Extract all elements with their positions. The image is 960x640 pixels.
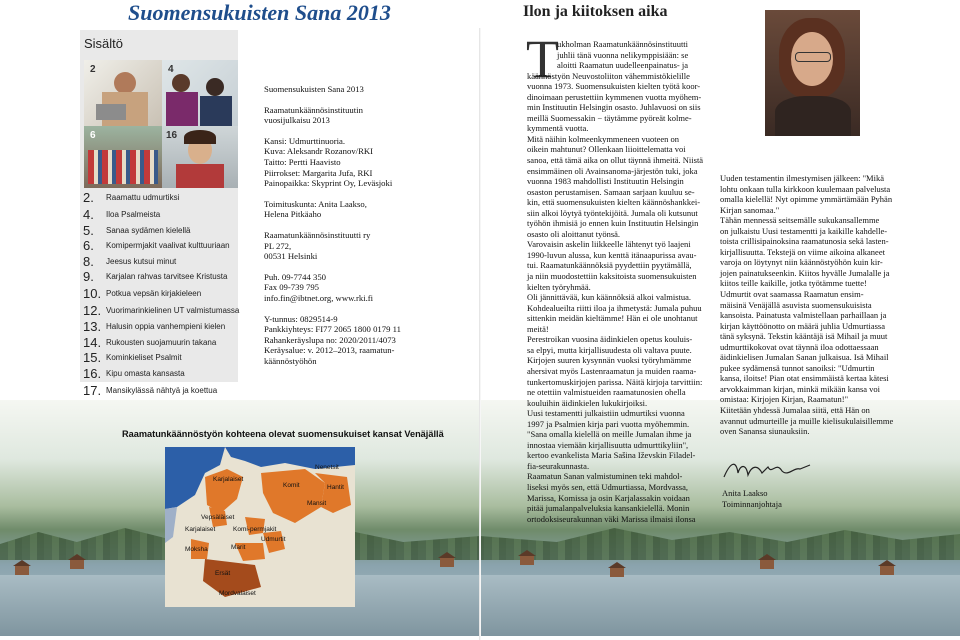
colophon-line: käännöstyöhön — [264, 355, 317, 366]
article-line: pukee sydämensä tunnot sanoiksi: "Udmurtin — [720, 362, 875, 373]
village-house — [15, 566, 29, 575]
article-line: meitä! — [527, 323, 549, 334]
article-column-2 — [720, 173, 906, 437]
article-line: innostaa viemään kirjallisuutta udmurttikyliin", — [527, 439, 689, 450]
map-caption: Raamatunkäännöstyön kohteena olevat suomensukuiset kansat Venäjällä — [122, 429, 444, 439]
toc-page: 16. — [83, 366, 102, 381]
article-line: arvokkaimman kirjan, minkä mikään kansa voi — [720, 383, 881, 394]
article-title: Ilon ja kiitoksen aika — [523, 3, 668, 20]
toc-page: 5. — [83, 223, 94, 238]
page-number: 16 — [166, 130, 178, 141]
colophon-line: Y-tunnus: 0829514-9 — [264, 313, 338, 324]
article-line: ahersivat myös Lastenraamatun ja muiden raama- — [527, 365, 697, 376]
article-line: omalla kielellä! Nyt opimme ymmärtämään Pyhän — [720, 194, 893, 205]
toc-item[interactable] — [83, 190, 243, 206]
toc-page: 17. — [83, 383, 102, 398]
author-portrait — [765, 10, 860, 136]
colophon — [264, 84, 454, 376]
article-line: tunkertomuskirjojen parissa. Näitä kirjoja tarvittiin: — [527, 376, 703, 387]
toc-page: 6. — [83, 238, 94, 253]
article-line: avannut udmurteille ja muille kielisukulaisillemme — [720, 415, 894, 426]
map-label: Komit — [283, 482, 300, 489]
toc-page: 2. — [83, 190, 94, 205]
article-line: vuonna 1983 mahdollisti Instituutin Helsingin — [527, 176, 684, 187]
colophon-line: Piirrokset: Margarita Jufa, RKI — [264, 167, 373, 178]
contents-heading: Sisältö — [84, 36, 124, 51]
toc-title: Karjalan rahvas tarvitsee Kristusta — [106, 272, 228, 281]
colophon-line: Raamatunkäännösinstituutin — [264, 104, 363, 115]
colophon-line: Fax 09-739 795 — [264, 282, 320, 293]
article-line: osasto oli aloittanut työnsä. — [527, 228, 621, 239]
map-label: Karjalaiset — [213, 476, 244, 483]
colophon-line: Toimituskunta: Anita Laakso, — [264, 198, 367, 209]
page-number: 4 — [168, 64, 174, 75]
toc-title: Jeesus kutsui minut — [106, 257, 177, 266]
article-line: kansa, iloitse! Pian otat ensimmäistä kertaa kätesi — [720, 373, 889, 384]
village-house — [610, 568, 624, 577]
map-label: Vepsäläiset — [201, 514, 235, 521]
toc-item[interactable] — [83, 366, 243, 382]
toc-page: 15. — [83, 350, 102, 365]
article-line: Uusi testamentti julkaistiin udmurtiksi vuonna — [527, 408, 685, 419]
article-line: kirjallisuutta. Tekstejä on viime aikoina alkaneet — [720, 246, 885, 257]
colophon-line: Helena Pitkäaho — [264, 209, 322, 220]
article-line: dinoimaan perustettiin kymmenen vuotta myöhem- — [527, 91, 702, 102]
article-line: udmurttikokovat ovat täynnä iloa odottaessaan — [720, 341, 879, 352]
colophon-line: Keräysalue: v. 2012–2013, raamatun- — [264, 345, 395, 356]
article-line: kymmentä vuotta. — [527, 123, 589, 134]
toc-title: Sanaa sydämen kielellä — [106, 226, 191, 235]
colophon-publisher — [264, 105, 454, 126]
toc-page: 14. — [83, 335, 102, 350]
article-line: kertoo evankelista Maria Sašina Iževskin Filadel- — [527, 450, 696, 461]
toc-title: Komipermjakit vaalivat kulttuuriaan — [106, 241, 230, 250]
article-line: kouluihin äidinkielen lukukirjoiksi. — [527, 397, 648, 408]
toc-page: 9. — [83, 269, 94, 284]
toc-item[interactable] — [83, 207, 243, 223]
article-line: juhlii tänä vuonna nelikymppisiään: se — [557, 49, 689, 60]
article-line: kielten työryhmää. — [527, 281, 591, 292]
village-house — [520, 556, 534, 565]
article-line: Kirjan sanomaa." — [720, 204, 780, 215]
article-line: omistaa: Kirjojen Kirjan, Raamatun!" — [720, 394, 849, 405]
article-line: ukholman Raamatunkäännösinstituutti — [557, 39, 689, 49]
map-label: Marit — [231, 544, 246, 551]
toc-title: Iloa Psalmeista — [106, 210, 161, 219]
article-line: oikein mahtunut? Ollenkaan liioittelematta voi — [527, 144, 686, 155]
article-line: äidinkielisen Jumalan Sanan julkaisua. Isä Mihail — [720, 352, 889, 363]
article-line: Udmurtit ovat saamassa Raamatun ensim- — [720, 289, 864, 300]
article-line: ensimmäinen oli Avainsanoma-järjestön tuki, joka — [527, 165, 698, 176]
article-line: Varovaisin askelin liikkeelle lähtenyt työ laajeni — [527, 239, 691, 250]
drop-cap: T — [526, 29, 559, 89]
article-line: Mitä näihin kolmeenkymmeneen vuoteen on — [527, 133, 680, 144]
article-line: Oli jännittävää, kun käännöksiä alkoi valmistua. — [527, 292, 692, 303]
article-line: tänä syksynä. Tekstin kääntäjä isä Mihail ja muut — [720, 331, 888, 342]
article-line: Raamatun Sanan valmistuminen teki mahdol- — [527, 471, 683, 482]
colophon-line: Pankkiyhteys: FI77 2065 1800 0179 11 — [264, 324, 401, 335]
toc-title: Vuorimarinkielinen UT valmistumassa — [106, 306, 240, 315]
toc-page: 13. — [83, 319, 102, 334]
toc-title: Halusin oppia vanhempieni kielen — [106, 322, 226, 331]
colophon-editors — [264, 199, 454, 220]
signature-block — [722, 488, 782, 509]
article-line: käännöstyön Neuvostoliiton vähemmistökielille — [527, 70, 690, 81]
colophon-line: 00531 Helsinki — [264, 251, 318, 262]
handwritten-signature — [722, 455, 812, 485]
toc-item[interactable] — [83, 269, 243, 285]
toc-page: 8. — [83, 254, 94, 269]
article-line: mäisinä Venäjällä asuvista suomensukuisista — [720, 299, 872, 310]
village-house — [440, 558, 454, 567]
author-name: Anita Laakso — [722, 488, 768, 498]
article-line: sanoa, että tämä aika on ollut täynnä ihmeitä. Niistä — [527, 155, 704, 166]
colophon-line: Puh. 09-7744 350 — [264, 271, 327, 282]
colophon-line: Kuva: Aleksandr Rozanov/RKI — [264, 146, 374, 157]
article-line: "Sana omalla kielellä on meille Jumalan ihme ja — [527, 429, 692, 440]
photo-komi-choir — [84, 126, 162, 188]
article-line: siin alkoi löytyä työntekijöitä. Jumala oli kutsunut — [527, 207, 698, 218]
colophon-address — [264, 230, 454, 262]
article-line: osaston perustamisen. Samaan sarjaan kuuluu se- — [527, 186, 695, 197]
map-label: Nenetsit — [315, 464, 339, 471]
article-line: ortodoksiseurakunnan väki Marissa ilmaisi ilonsa — [527, 513, 696, 524]
toc-title: Kipu omasta kansasta — [106, 369, 185, 378]
map-label: Ersät — [215, 570, 231, 577]
photo-woman-portrait — [162, 126, 238, 188]
map-finno-ugric-peoples — [165, 447, 355, 607]
article-line: Uuden testamentin ilmestymisen jälkeen: "Mikä — [720, 173, 884, 183]
toc-title: Rukousten suojamuurin takana — [106, 338, 217, 347]
page-gutter — [479, 28, 481, 640]
article-line: jojen painatukseenkin. Kiitos hyvälle Jumalalle ja — [720, 267, 890, 278]
article-line: sittenkin meidän kieltämme! Hän ei ole unohtanut — [527, 313, 698, 324]
article-line: meillä Suomessakin − täytämme pyöreät kolme- — [527, 112, 692, 123]
article-line: pitää jumalanpalveluksia kansankielellä. Monin — [527, 503, 690, 514]
colophon-line: vuosijulkaisu 2013 — [264, 115, 330, 126]
article-line: tui. Raamatunkäännöksiä pyydettiin pyytämällä, — [527, 260, 692, 271]
colophon-credits — [264, 136, 454, 189]
toc-item[interactable] — [83, 383, 243, 399]
map-label: Moksha — [185, 546, 208, 553]
map-label: Udmurtit — [261, 536, 286, 543]
map-label: Hantit — [327, 484, 344, 491]
village-house — [760, 560, 774, 569]
colophon-publication — [264, 84, 454, 95]
article-line: lohtu onkaan tulla kirkkoon kuulemaan palvelusta — [720, 183, 891, 194]
article-line: oven Sanansa siunauksiin. — [720, 426, 810, 437]
colophon-line: Rahankeräyslupa no: 2020/2011/4073 — [264, 334, 396, 345]
article-line: ne otettiin valmistueiden raamatunosien ohella — [527, 387, 686, 398]
left-page-title: Suomensukuisten Sana 2013 — [128, 0, 391, 25]
toc-page: 12. — [83, 303, 102, 318]
article-line: sa elpyi, mutta kirjallisuudesta oli valtava puute. — [527, 344, 692, 355]
article-line: työhön ihmisiä jo ennen kuin Instituutin Helsingin — [527, 218, 699, 229]
article-line: on julkaistu Uusi testamentti ja kaikille kahdelle- — [720, 225, 888, 236]
toc-item[interactable] — [83, 319, 243, 335]
article-line: Perestroikan vuosina äidinkielen opetus kouluis- — [527, 334, 693, 345]
article-line: kin, että suomensukuisten kielten käännöshankkei- — [527, 197, 701, 208]
colophon-line: Kansi: Udmurttinuoria. — [264, 135, 346, 146]
colophon-line: Raamatunkäännösinstituutti ry — [264, 229, 371, 240]
article-line: toista crillisipainoksina raamatunosia sekä lasten- — [720, 236, 889, 247]
article-line: liseksi myös sen, että Udmurtiassa, Mordvassa, — [527, 481, 689, 492]
toc-title: Mansikylässä nähtyä ja koettua — [106, 386, 218, 395]
article-line: kirjan käyttöönotto on määrä juhlia Udmurtiassa — [720, 320, 886, 331]
article-line: ja niin muodostettiin kaksitoista suomensukuisten — [527, 271, 697, 282]
colophon-line: Suomensukuisten Sana 2013 — [264, 84, 364, 94]
article-line: Kohdealueilta riitti iloa ja ihmetystä: Jumala puhuu — [527, 302, 702, 313]
article-line: fia-seurakunnasta. — [527, 460, 590, 471]
article-line: Marissa, Komissa ja osin Karjalassakin voidaan — [527, 492, 690, 503]
map-label: Mansit — [307, 500, 327, 507]
colophon-contact — [264, 272, 454, 304]
article-line: aloitti Raamatun uudelleenpainatus- ja — [557, 60, 688, 71]
toc-item[interactable] — [83, 350, 243, 366]
article-line: kiitos teille kaikille, jotka työtämme tuette! — [720, 278, 867, 289]
village-house — [70, 560, 84, 569]
article-line: varoja on löytynyt niin käännöstyöhön kuin kir- — [720, 257, 883, 268]
colophon-business — [264, 314, 454, 367]
colophon-line: Taitto: Pertti Haavisto — [264, 156, 341, 167]
article-line: 1997 ja Psalmien kirja pari vuotta myöhemmin. — [527, 418, 690, 429]
article-line: Kirjojen suuren kysynnän vuoksi työryhmämme — [527, 355, 692, 366]
author-role: Toiminnanjohtaja — [722, 498, 782, 509]
map-label: Karjalaiset — [185, 526, 216, 533]
article-line: vuonna 1973. Suomensukuisten kielten työtä koor- — [527, 81, 701, 92]
article-column-1 — [527, 39, 707, 524]
toc-item[interactable] — [83, 254, 243, 270]
page-number: 6 — [90, 130, 96, 141]
toc-title: Kominkieliset Psalmit — [106, 353, 182, 362]
colophon-line: Painopaikka: Skyprint Oy, Leväsjoki — [264, 178, 393, 189]
photo-bible-reading — [84, 60, 162, 126]
page-number: 2 — [90, 64, 96, 75]
village-house — [880, 566, 894, 575]
map-label: Komi-permjakit — [233, 526, 277, 533]
toc-item[interactable] — [83, 286, 243, 302]
toc-item[interactable] — [83, 223, 243, 239]
article-line: Tähän mennessä seitsemälle sukukansallemme — [720, 215, 880, 226]
toc-page: 10. — [83, 286, 102, 301]
colophon-link[interactable]: info.fin@ibtnet.org, www.rki.fi — [264, 292, 374, 303]
toc-item[interactable] — [83, 335, 243, 351]
article-line: Kiitetään yhdessä Jumalaa siitä, että Hän on — [720, 405, 870, 416]
photo-psalms — [162, 60, 238, 126]
article-line: min Instituutin Helsingin osasto. Juhlavuosi on siis — [527, 102, 701, 113]
article-line: 1990-luvun alussa, kun kenttä itänaapurissa avau- — [527, 249, 697, 260]
map-label: Mordvalaiset — [219, 590, 256, 597]
toc-page: 4. — [83, 207, 94, 222]
toc-title: Raamattu udmurtiksi — [106, 193, 180, 202]
colophon-line: PL 272, — [264, 240, 292, 251]
article-line: kansoista. Painatusta valmistellaan parhaillaan ja — [720, 310, 887, 321]
toc-title: Potkua vepsän kirjakieleen — [106, 289, 202, 298]
toc-item[interactable] — [83, 303, 243, 319]
toc-item[interactable] — [83, 238, 243, 254]
